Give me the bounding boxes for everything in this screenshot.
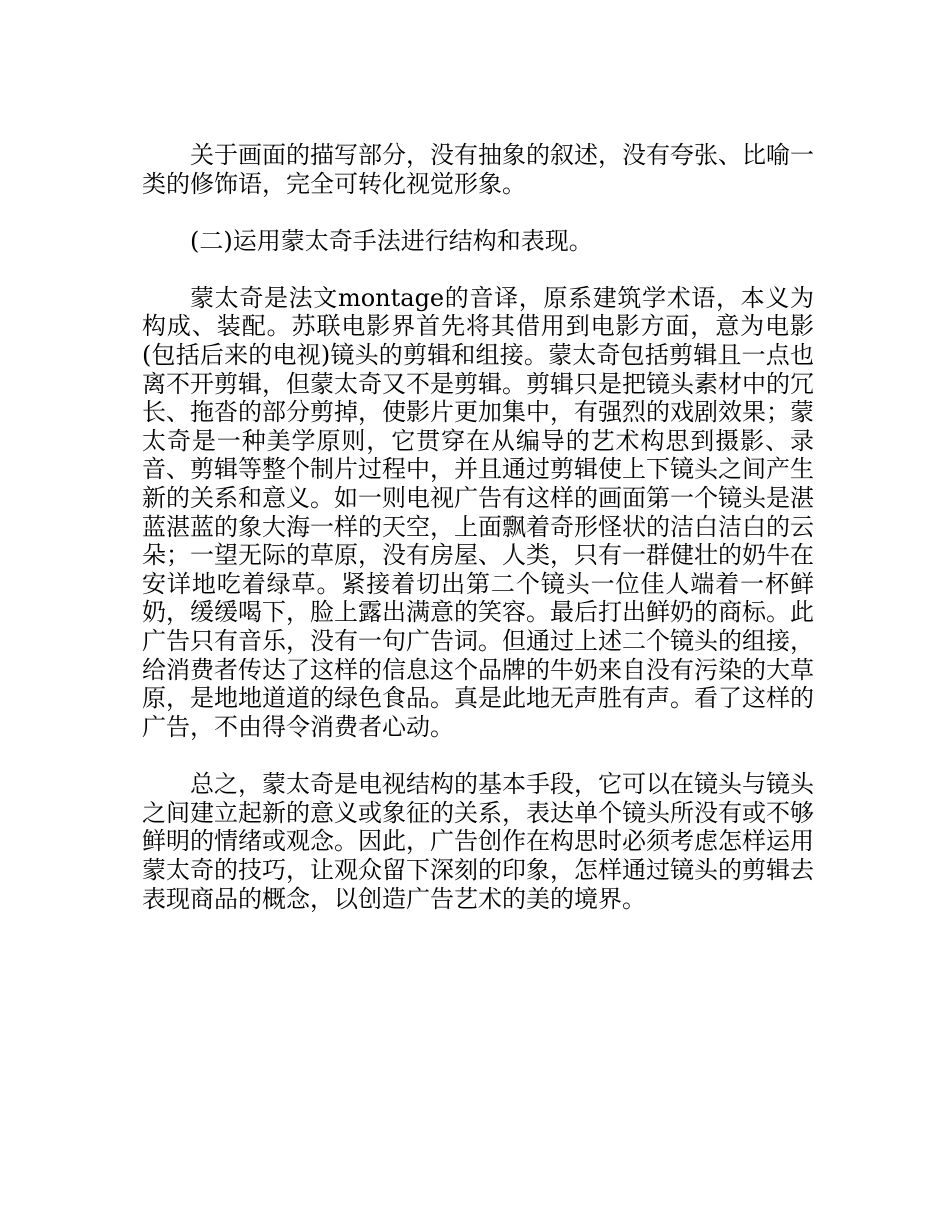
paragraph-visual-description: 关于画面的描写部分，没有抽象的叙述，没有夸张、比喻一类的修饰语，完全可转化视觉形象。 <box>142 141 814 198</box>
paragraph-conclusion: 总之，蒙太奇是电视结构的基本手段，它可以在镜头与镜头之间建立起新的意义或象征的关系，表达单个镜头所没有或不够鲜明的情绪或观念。因此，广告创作在构思时必须考虑怎样运用蒙太奇的技巧，让观众留下深刻的印象，怎样通过镜头的剪辑去表现商品的概念，以创造广告艺术的美的境界。 <box>142 770 814 913</box>
document-body <box>142 141 814 942</box>
section-heading-montage: (二)运用蒙太奇手法进行结构和表现。 <box>190 227 593 256</box>
paragraph-montage-definition: 蒙太奇是法文montage的音译，原系建筑学术语，本义为构成、装配。苏联电影界首先将其借用到电影方面，意为电影(包括后来的电视)镜头的剪辑和组接。蒙太奇包括剪辑且一点也离不开剪辑，但蒙太奇又不是剪辑。剪辑只是把镜头素材中的冗长、拖沓的部分剪掉，使影片更加集中，有强烈的戏剧效果；蒙太奇是一种美学原则，它贯穿在从编导的艺术构思到摄影、录音、剪辑等整个制片过程中，并且通过剪辑使上下镜头之间产生新的关系和意义。如一则电视广告有这样的画面第一个镜头是湛蓝湛蓝的象大海一样的天空，上面飘着奇形怪状的洁白洁白的云朵；一望无际的草原，没有房屋、人类，只有一群健壮的奶牛在安详地吃着绿草。紧接着切出第二个镜头一位佳人端着一杯鲜奶，缓缓喝下，脸上露出满意的笑容。最后打出鲜奶的商标。此广告只有音乐，没有一句广告词。但通过上述二个镜头的组接，给消费者传达了这样的信息这个品牌的牛奶来自没有污染的大草原，是地地道道的绿色食品。真是此地无声胜有声。看了这样的广告，不由得令消费者心动。 <box>142 283 814 741</box>
